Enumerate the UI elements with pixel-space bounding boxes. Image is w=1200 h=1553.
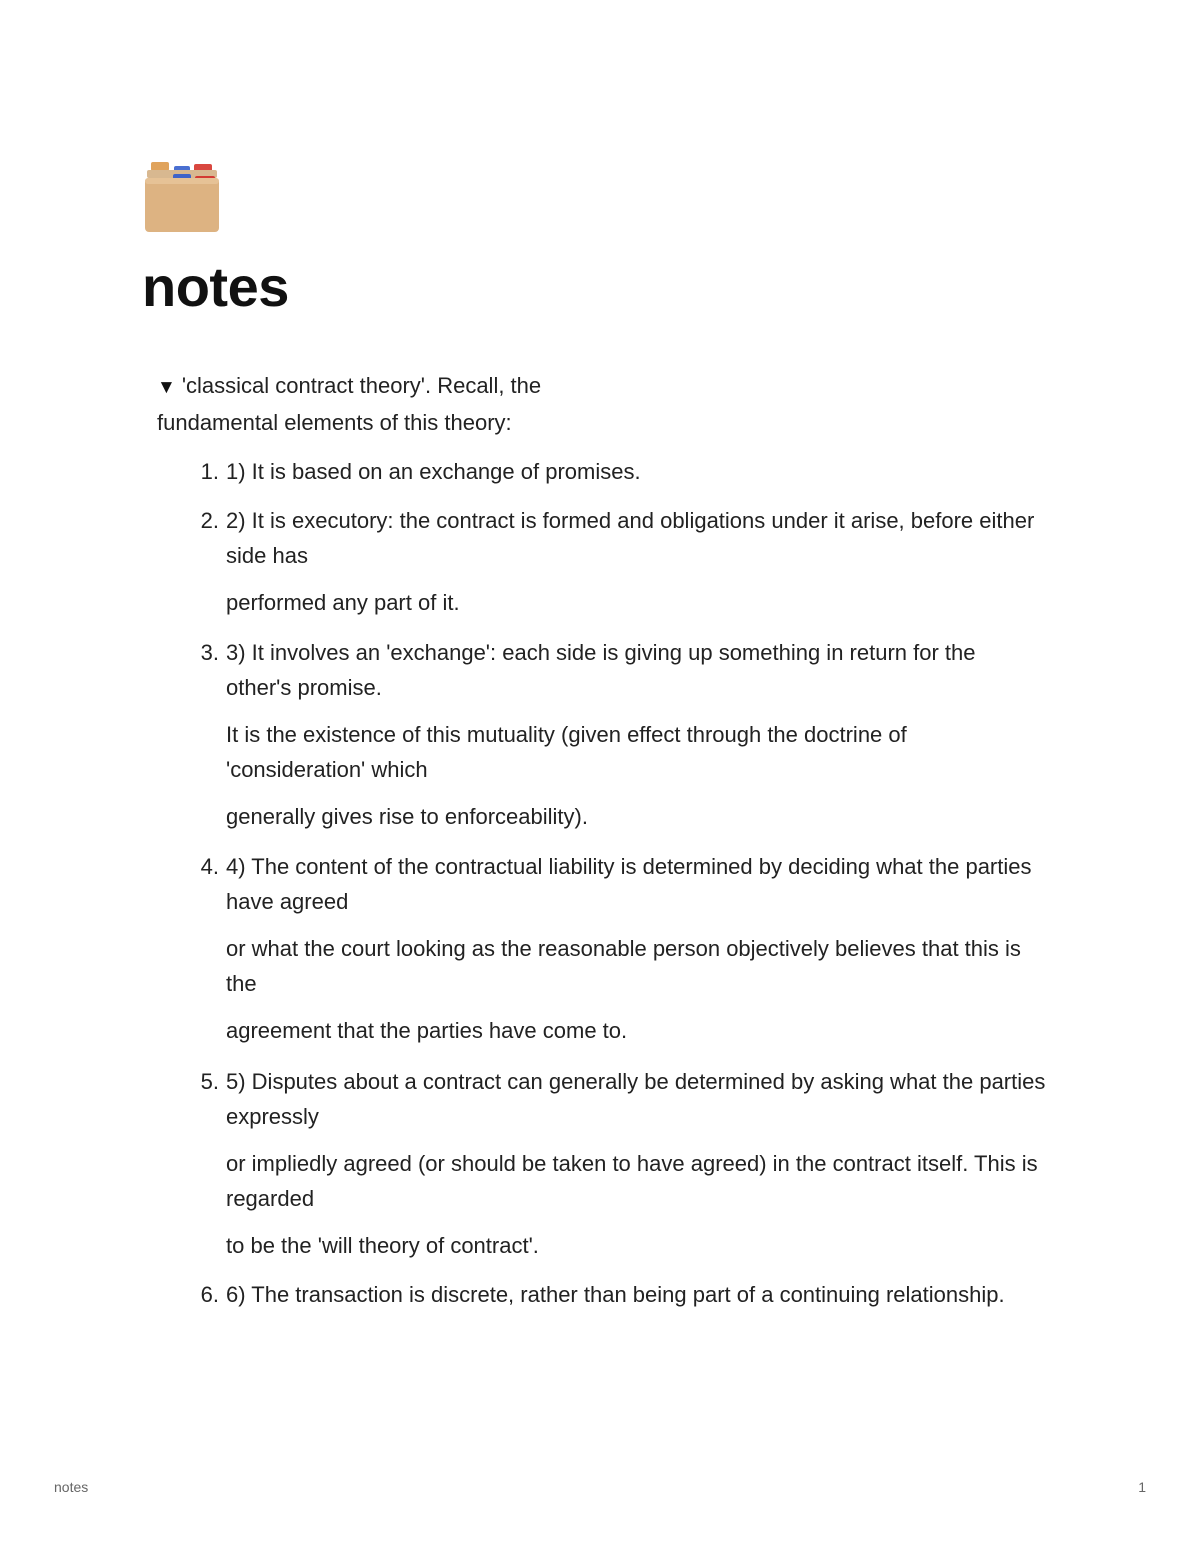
- list-item-number: 4.: [200, 854, 219, 879]
- list-item-text: 5) Disputes about a contract can generally be determined by asking what the parties expressly: [226, 1069, 1046, 1129]
- toggle-summary: [157, 368, 627, 440]
- list-item-number: 1.: [200, 459, 219, 484]
- list-item-text: 6) The transaction is discrete, rather than being part of a continuing relationship.: [226, 1282, 1005, 1307]
- list-item-text: generally gives rise to enforceability).: [226, 804, 588, 829]
- card-index-dividers-icon: [143, 158, 221, 234]
- list-item-text: 3) It involves an 'exchange': each side is giving up something in return for the other's promise.: [226, 640, 976, 700]
- list-item-text: or impliedly agreed (or should be taken to have agreed) in the contract itself. This is regarded: [226, 1151, 1038, 1211]
- list-item-text: or what the court looking as the reasonable person objectively believes that this is the: [226, 936, 1021, 996]
- toggle-summary-text: 'classical contract theory'. Recall, the: [181, 373, 542, 398]
- page-title: notes: [142, 255, 289, 318]
- footer-page-number: 1: [1138, 1479, 1146, 1495]
- list-item-number: 2.: [200, 508, 219, 533]
- list-item-number: 5.: [200, 1069, 219, 1094]
- toggle-arrow-icon[interactable]: ▼: [157, 377, 176, 398]
- list-item-text: performed any part of it.: [226, 590, 460, 615]
- list-item-number: 6.: [200, 1282, 219, 1307]
- toggle-summary-text: fundamental elements of this theory:: [157, 410, 512, 435]
- list-item-text: to be the 'will theory of contract'.: [226, 1233, 539, 1258]
- list-item-text: 1) It is based on an exchange of promises.: [226, 459, 641, 484]
- toggle-block: [157, 368, 1057, 1307]
- list-item-text: 2) It is executory: the contract is formed and obligations under it arise, before either side has: [226, 508, 1035, 568]
- list-item-number: 3.: [200, 640, 219, 665]
- list-item-text: It is the existence of this mutuality (given effect through the doctrine of 'consideration' which: [226, 722, 907, 782]
- footer-page-name: notes: [54, 1479, 89, 1495]
- list-item-text: 4) The content of the contractual liability is determined by deciding what the parties have agreed: [226, 854, 1032, 914]
- list-item-text: agreement that the parties have come to.: [226, 1018, 628, 1043]
